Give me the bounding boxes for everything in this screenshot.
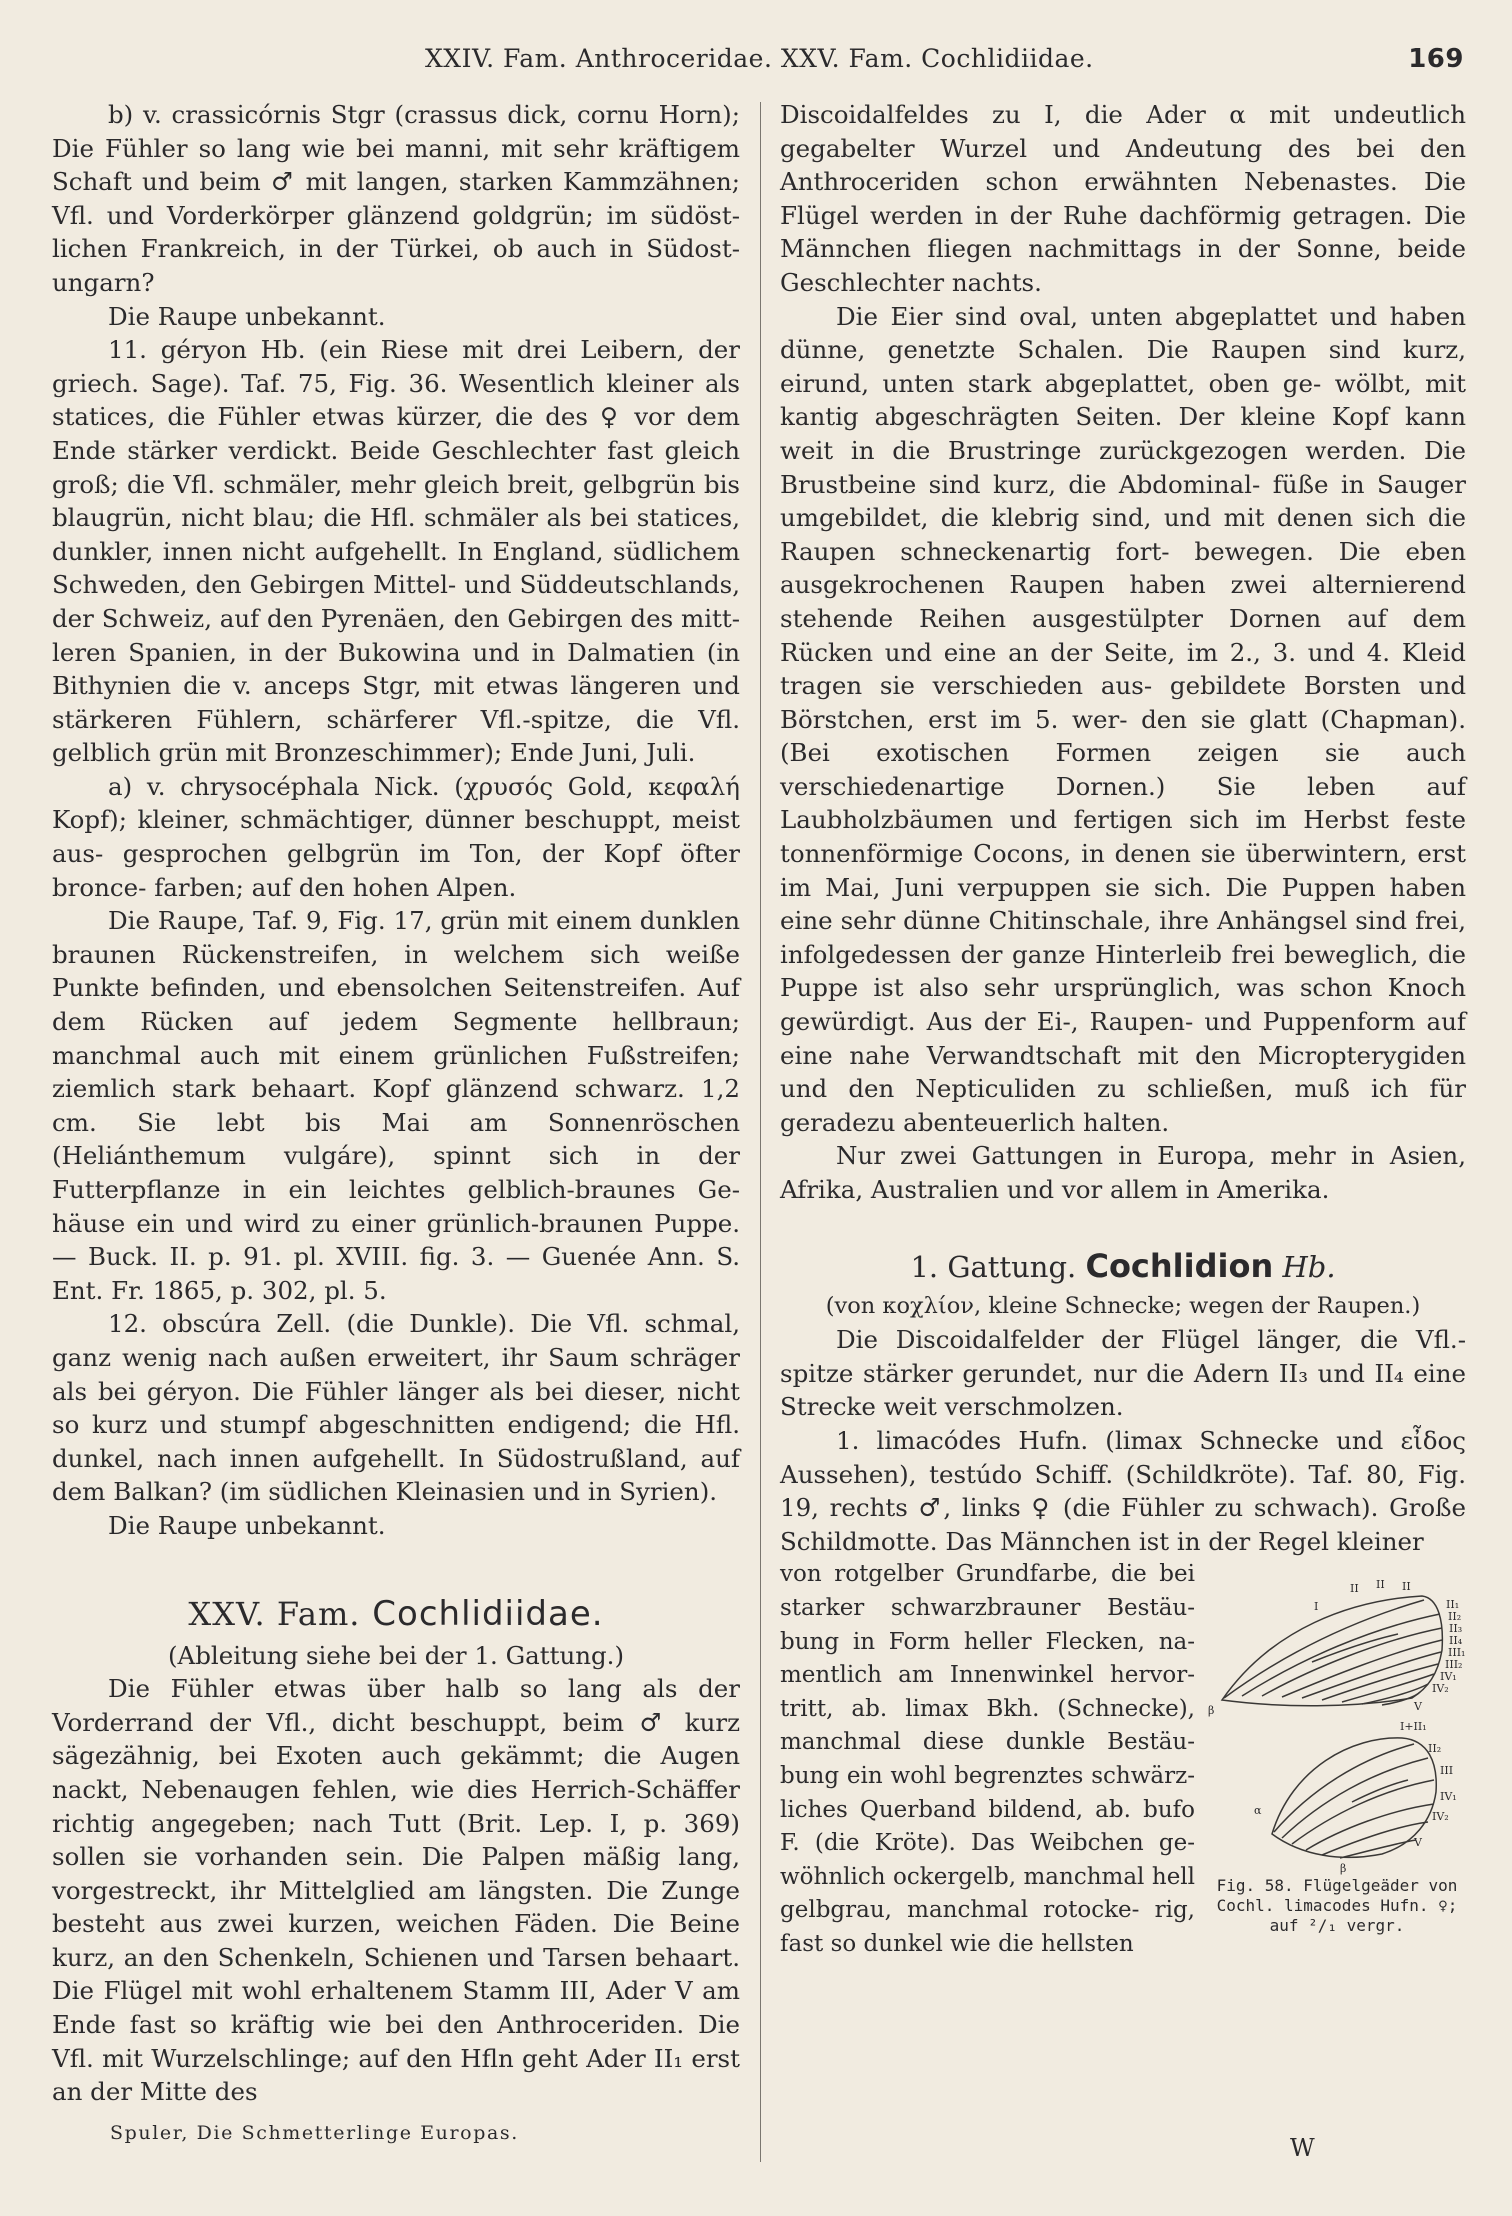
text-line: nackt, Nebenaugen fehlen, wie dies Herrich-Schäffer [52, 1774, 740, 1804]
text-line: Afrika, Australien und vor allem in Amerika. [780, 1175, 1330, 1204]
text-line: Stamm III, Ader V am Ende fast so kräftig wie [52, 1976, 740, 2040]
text-line: gesprochen gelbgrün im Ton, der Kopf öfter bronce- [52, 839, 740, 902]
text-line: Anthroceriden schon erwähnten Nebenastes. Die [780, 167, 1466, 197]
text-line: 12. obscúra Zell. (die Dunkle). Die Vfl. schmal, [108, 1309, 740, 1339]
text-line: kurz, eirund, unten stark abgeplattet, oben ge- [780, 335, 1466, 398]
para-limacodes [780, 1424, 1466, 1558]
text-line: Schildmotte. Das Männchen ist in der Regel kleiner [780, 1526, 1424, 1556]
para-crassicornis [52, 98, 740, 300]
text-line: auf den Hfln geht Ader II₁ erst an der Mitte des [52, 2043, 740, 2107]
text-line: von Cochl. limacodes [1216, 1876, 1458, 1916]
text-line: S. Ent. Fr. 1865, p. 302, pl. 5. [52, 1242, 741, 1305]
text-line: dunkel, nach innen aufgehellt. In Südostrußland, auf [52, 1443, 740, 1473]
label-fore-right-3: II₃ [1449, 1622, 1463, 1636]
para-continued [780, 98, 1466, 300]
genus-name: Cochlidion [1085, 1246, 1274, 1285]
genus-author: Hb. [1282, 1249, 1336, 1284]
para-limacodes-continued [780, 1558, 1195, 1961]
text-line: griech. Sage). Taf. 75, Fig. 36. Wesentlich kleiner [52, 368, 694, 398]
label-fore-top-3: II [1376, 1578, 1385, 1592]
text-line: Dornen auf dem Rücken und eine an der Seite, [780, 603, 1466, 667]
family-subheading: (Ableitung siehe bei der 1. Gattung.) [167, 1640, 625, 1670]
label-fore-right-2: II₂ [1448, 1610, 1462, 1624]
text-line: beide Geschlechter nachts. [780, 234, 1466, 297]
text-line: häuse ein und wird zu einer grünlich-braunen Puppe. [52, 1208, 740, 1238]
text-line: zeigen sie auch verschiedenartige Dornen.) Sie [780, 738, 1466, 801]
text-line: mit denen sich die Raupen schneckenartig fort- [780, 503, 1466, 566]
text-line: starker schwarzbrauner Bestäu- [780, 1594, 1195, 1621]
label-hind-right-3: IV₁ [1440, 1790, 1457, 1804]
text-line: füße in Sauger umgebildet, die klebrig sind, und [780, 469, 1467, 533]
text-line: Tarsen behaart. Die Flügel mit wohl erhaltenem [52, 1942, 740, 2006]
label-fore-right-5: III₁ [1448, 1646, 1466, 1660]
page-footer: Spuler, Die Schmetterlinge Europas. [110, 2122, 519, 2144]
label-fore-right-7: IV₁ [1440, 1670, 1457, 1684]
text-line: Kopf glänzend schwarz. 1,2 cm. Sie lebt bis Mai am [52, 1074, 740, 1137]
label-fore-left: β [1208, 1704, 1215, 1718]
text-line: hell gelbgrau, manchmal rotocke- [780, 1863, 1196, 1924]
family-name: Cochlidiidae. [372, 1593, 604, 1634]
para-obscura [52, 1307, 740, 1509]
text-line: Herbst feste tonnenförmige Cocons, in denen sie [780, 805, 1467, 869]
text-line: Die Männchen fliegen nachmittags in der Sonne, [780, 200, 1466, 264]
column-rule [760, 102, 761, 2162]
text-line: im 2., 3. und 4. Kleid tragen sie verschieden aus- [780, 637, 1466, 701]
text-line: Fig. 58. Flügelgeäder [1216, 1876, 1419, 1896]
label-fore-right-1: II₁ [1446, 1598, 1460, 1612]
text-line: bewegen. Die eben ausgekrochenen Raupen haben [780, 536, 1466, 600]
para-chrysocephala [52, 770, 740, 904]
label-fore-top-1: I [1314, 1600, 1319, 1614]
label-fore-top-4: II [1402, 1580, 1411, 1594]
text-line: Sonnenröschen (Heliánthemum vulgáre), spinnt sich in [52, 1107, 740, 1171]
text-line: farben; auf den hohen Alpen. [154, 872, 517, 902]
text-line: Hinterleib frei beweglich, die Puppe ist also sehr [780, 939, 1466, 1003]
para-crassicornis-raupe: Die Raupe unbekannt. [108, 301, 386, 331]
label-fore-top-2: II [1350, 1582, 1359, 1596]
text-line: ihre Anhängsel sind frei, infolgedessen der ganze [780, 906, 1466, 969]
label-fore-right-8: IV₂ [1432, 1682, 1449, 1696]
text-line: wöhnlich ockergelb, manchmal [780, 1863, 1145, 1890]
text-line: sollen sie vorhanden sein. Die Palpen mäßig lang, [52, 1842, 740, 1872]
text-line: gegabelter Wurzel und Andeutung des bei den [780, 133, 1466, 163]
text-line: der Schweiz, auf den Pyrenäen, den Gebirgen des mitt- [52, 603, 740, 633]
text-line: als bei géryon. Die Fühler länger als bei dieser, nicht [52, 1376, 740, 1406]
text-line: bei den Anthroceriden. Die Vfl. mit Wurzelschlinge; [52, 2010, 740, 2073]
text-line: Schweden, den Gebirgen Mittel- und Süddeutschlands, [52, 570, 740, 600]
text-line: Hufn. ♀; auf ²/₁ vergr. [1269, 1896, 1458, 1936]
para-eier [780, 300, 1466, 1140]
forewing-outline [1222, 1596, 1442, 1706]
text-line: b) v. crassicórnis Stgr (crassus dick, cornu Horn); [108, 100, 740, 129]
genus-subheading: (von κοχλίον, kleine Schnecke; wegen der Raupen.) [825, 1292, 1421, 1319]
text-line: so kurz und stumpf abgeschnitten endigend; die Hfl. [52, 1410, 740, 1440]
text-line: zwei alternierend stehende Reihen ausgestülpter [780, 570, 1466, 633]
text-line: Die Beine kurz, an den Schenkeln, Schienen und [52, 1909, 740, 1972]
hindwing-outline [1272, 1738, 1436, 1857]
text-line: Nepticuliden zu schließen, muß ich für geradezu [780, 1074, 1466, 1137]
text-line: abenteuerlich halten. [903, 1107, 1170, 1137]
text-line: 1. limacódes Hufn. (limax Schnecke und εἶδος [836, 1425, 1466, 1455]
text-line: richtig angegeben; nach Tutt (Brit. Lep. I, p. 369) [52, 1808, 740, 1838]
text-line: spitze stärker gerundet, nur die Adern II₃ und II₄ [780, 1358, 1404, 1388]
para-geryon [52, 333, 740, 770]
text-line: Die Puppen haben eine sehr dünne Chitinschale, [780, 872, 1467, 936]
text-line: Rücken auf jedem Segmente hellbraun; manchmal auch [52, 1007, 740, 1070]
text-line: werden. Die Brustbeine sind kurz, die Abdominal- [780, 435, 1467, 499]
label-fore-right-6: III₂ [1445, 1658, 1463, 1672]
text-line: Die Eier sind oval, unten abgeplattet und [836, 301, 1378, 331]
text-line: Flügel werden in der Ruhe dachförmig getragen. [780, 200, 1413, 230]
text-line: Nur zwei Gattungen in Europa, mehr in Asien, [836, 1141, 1466, 1171]
text-line: dem Balkan? (im südlichen Kleinasien und in Syrien). [52, 1477, 718, 1507]
text-line: dunkler, innen nicht aufgehellt. In England, südlichem [52, 536, 740, 566]
text-line: (die Kröte). Das Weibchen ge- [814, 1830, 1195, 1857]
text-line: Discoidalfeldes zu I, die Ader α mit undeutlich [780, 100, 1466, 129]
right-column [780, 98, 1466, 1961]
text-line: Die Raupe, Taf. 9, Fig. 17, grün mit einem dunklen [108, 906, 740, 936]
text-line: Vfl. und Vorderkörper glänzend goldgrün; im südöst- [52, 200, 740, 230]
text-line: groß; die Vfl. schmäler, mehr gleich breit, gelbgrün bis [52, 469, 740, 499]
text-line: als statices, die Fühler etwas kürzer, die des ♀ vor dem [52, 368, 740, 432]
para-family-description [52, 1672, 740, 2109]
text-line: grün mit Bronzeschimmer); Ende Juni, Juli. [158, 738, 696, 768]
text-line: kleiner, schmächtiger, dünner beschuppt, meist aus- [52, 805, 741, 869]
printer-signature: W [1290, 2134, 1315, 2162]
text-line: blaugrün, nicht blau; die Hfl. schmäler als bei statices, [52, 503, 740, 533]
label-fore-right-9: V [1414, 1700, 1422, 1714]
label-hind-bottom: β [1340, 1862, 1347, 1876]
family-heading [52, 1593, 740, 1635]
text-line: leren Spanien, in der Bukowina und in Dalmatien (in [52, 637, 740, 667]
text-line: a) v. chrysocéphala Nick. (χρυσός Gold, κεφαλή Kopf); [52, 771, 740, 835]
para-gattungen [780, 1139, 1466, 1206]
text-line: ganz wenig nach außen erweitert, ihr Saum schräger [52, 1342, 740, 1372]
text-line: rig, fast so dunkel wie die hellsten [780, 1897, 1195, 1957]
text-line: lichen Frankreich, in der Türkei, ob auch in Südost- [52, 234, 740, 264]
text-line: überwintern, erst im Mai, Juni verpuppen sie sich. [780, 839, 1466, 902]
text-line: ursprünglich, was schon Knoch gewürdigt. Aus [780, 973, 1466, 1037]
text-line: haben dünne, genetzte Schalen. Die Raupen sind [780, 301, 1466, 365]
page-header [0, 40, 1512, 84]
text-line: den sie glatt (Chapman). (Bei exotischen Formen [780, 704, 1466, 768]
text-line: sägezähnig, bei Exoten auch gekämmt; die Augen [52, 1741, 740, 1771]
running-title: XXIV. Fam. Anthroceridae. XXV. Fam. Cochlidiidae. [425, 44, 1094, 73]
text-line: vorgestreckt, ihr Mittelglied am längsten. Die [52, 1875, 649, 1905]
text-line: eine Strecke weit verschmolzen. [780, 1358, 1466, 1422]
genus-heading [780, 1247, 1466, 1286]
text-line: Kopf kann weit in die Brustringe zurückgezogen [780, 402, 1466, 465]
text-line: braunen Rückenstreifen, in welchem sich weiße Punkte [52, 939, 740, 1003]
page-number: 169 [1408, 44, 1464, 74]
text-line: stärkeren Fühlern, schärferer Vfl.-spitze, die Vfl. gelblich [52, 704, 740, 768]
wing-venation-drawing [1202, 1558, 1472, 1876]
label-fore-right-4: II₄ [1449, 1634, 1463, 1648]
figure-wrap [780, 1558, 1466, 1961]
text-line: bung ein wohl begrenztes schwärz- [780, 1762, 1195, 1789]
label-hind-right-5: V [1414, 1836, 1422, 1850]
left-column [52, 98, 740, 2109]
text-line: Schaft und beim ♂ mit langen, starken Kammzähnen; [52, 167, 740, 197]
label-hind-top: I+II₁ [1400, 1720, 1427, 1734]
text-line: mentlich am Innenwinkel hervor- [780, 1662, 1195, 1689]
text-line: befinden, und ebensolchen Seitenstreifen. Auf dem [52, 973, 740, 1037]
text-line: Verwandtschaft mit den Micropterygiden und den [780, 1040, 1466, 1104]
text-line: der Ei-, Raupen- und Puppenform auf eine nahe [780, 1007, 1466, 1070]
label-hind-right-2: III [1440, 1764, 1454, 1778]
para-obscura-raupe: Die Raupe unbekannt. [108, 1510, 386, 1540]
text-line: gebildete Borsten und Börstchen, erst im 5. wer- [780, 671, 1466, 734]
text-line: wölbt, mit kantig abgeschrägten Seiten. Der kleine [780, 368, 1467, 432]
text-line: leben auf Laubholzbäumen und fertigen sich im [780, 771, 1466, 835]
text-line: Vorderrand der Vfl., dicht beschuppt, beim ♂ kurz [52, 1707, 740, 1737]
text-line: liches Querband bildend, ab. bufo F. [780, 1796, 1195, 1857]
text-line: Die Discoidalfelder der Flügel länger, die Vfl.- [836, 1325, 1466, 1355]
text-line: manchmal diese dunkle Bestäu- [780, 1729, 1195, 1756]
text-line: Die Fühler etwas über halb so lang als der [108, 1674, 740, 1704]
text-line: von rotgelber Grundfarbe, die bei [780, 1561, 1195, 1588]
text-line: tritt, ab. limax Bkh. (Schnecke), [780, 1695, 1195, 1722]
text-line: rechts ♂, links ♀ (die Fühler zu schwach). Große [829, 1493, 1466, 1523]
label-hind-right-4: IV₂ [1432, 1810, 1449, 1824]
text-line: 11. géryon Hb. (ein Riese mit drei Leibern, der [108, 335, 740, 365]
wing-venation-figure [1202, 1558, 1472, 1978]
text-line: Zunge besteht aus zwei kurzen, weichen Fäden. [52, 1875, 740, 1939]
para-geryon-raupe [52, 904, 740, 1307]
text-line: Bithynien die v. anceps Stgr, mit etwas längeren und [52, 671, 740, 701]
text-line: Ende stärker verdickt. Beide Geschlechter fast gleich [52, 435, 740, 465]
text-line: mit einem grünlichen Fußstreifen; ziemlich stark behaart. [52, 1040, 741, 1104]
text-line: Die Fühler so lang wie bei manni, mit sehr kräftigem [52, 133, 740, 163]
text-line: Aussehen), testúdo Schiff. (Schildkröte). Taf. 80, Fig. 19, [780, 1459, 1466, 1523]
figure-caption [1202, 1876, 1472, 1936]
text-line: ungarn? [52, 267, 155, 297]
genus-prefix: 1. Gattung. [910, 1249, 1077, 1284]
label-hind-right-1: II₂ [1428, 1742, 1442, 1756]
para-genus-description [780, 1323, 1466, 1424]
family-number: XXV. Fam. [188, 1594, 361, 1633]
text-line: der Futterpflanze in ein leichtes gelblich-braunes Ge- [52, 1141, 740, 1204]
text-line: — Buck. II. p. 91. pl. XVIII. fig. 3. — Guenée Ann. [52, 1242, 705, 1272]
text-line: bung in Form heller Flecken, na- [780, 1628, 1195, 1655]
label-hind-left: α [1254, 1804, 1262, 1818]
